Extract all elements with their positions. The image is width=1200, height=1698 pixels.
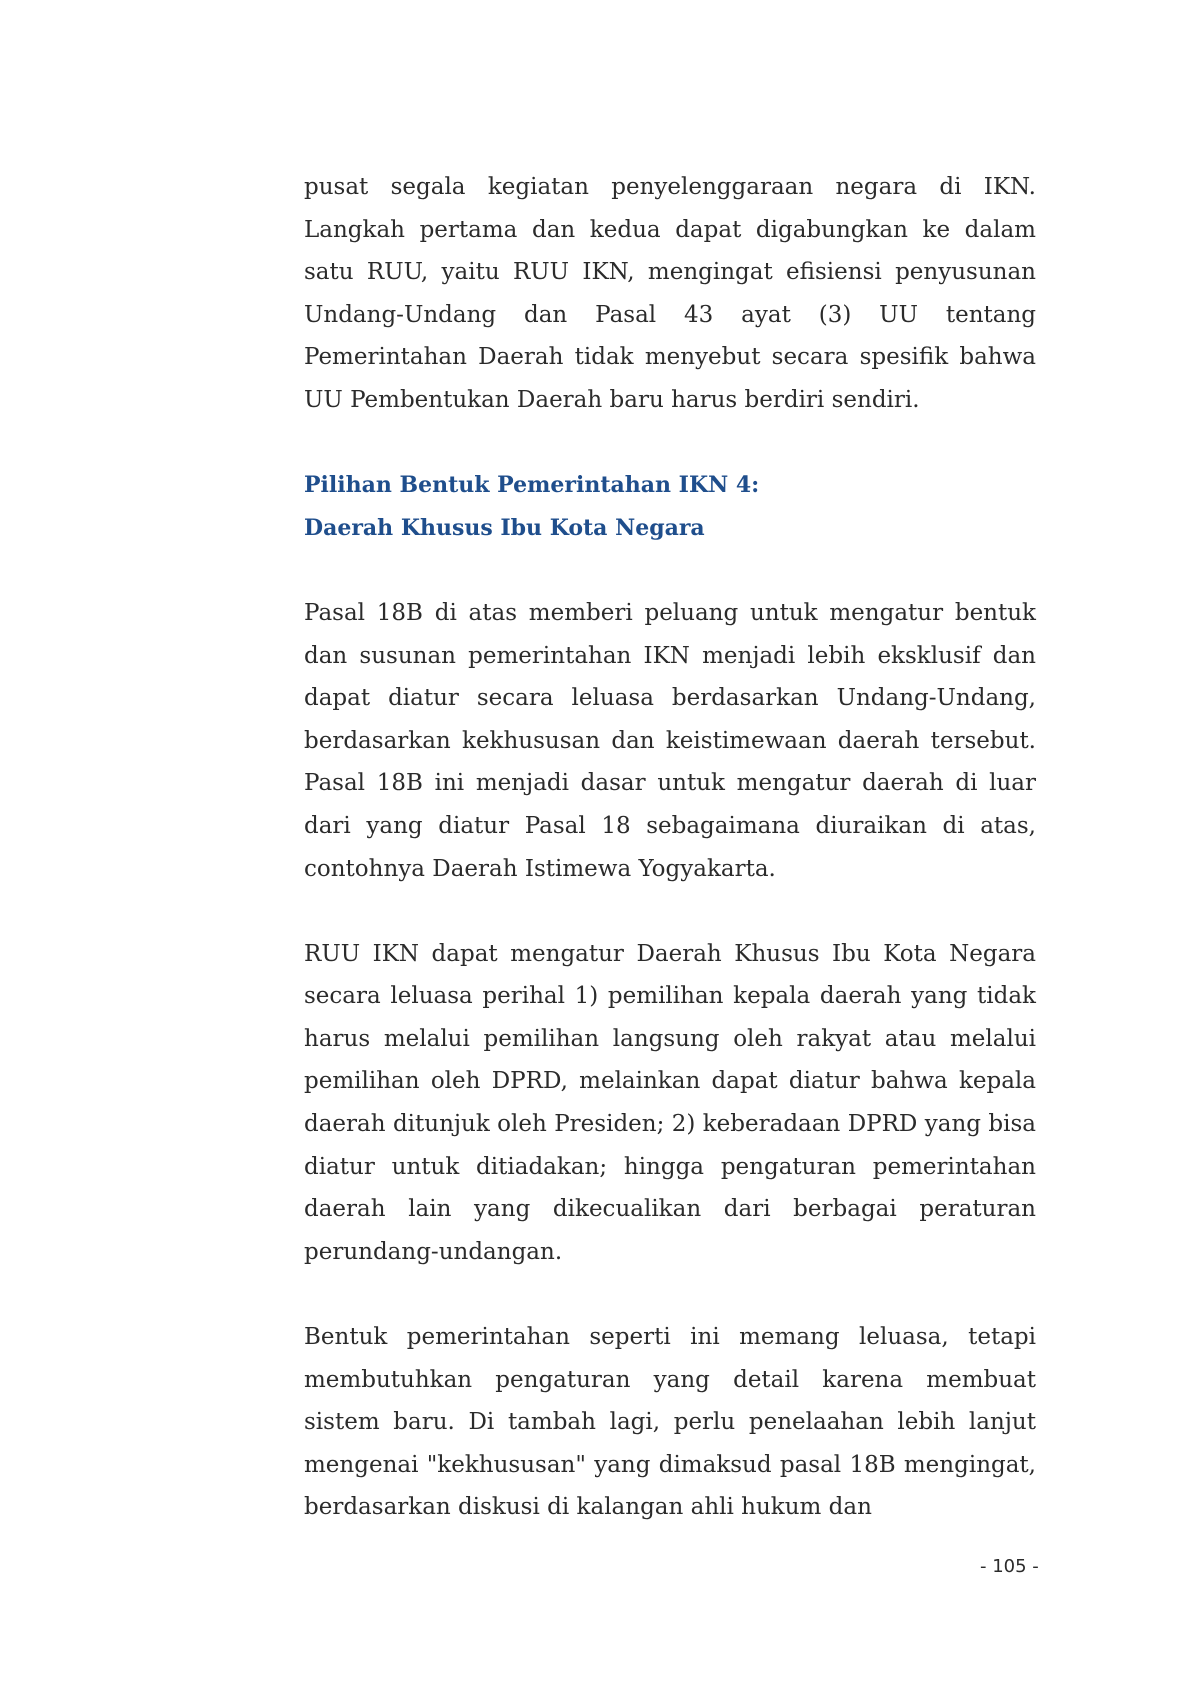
- page-number: - 105 -: [980, 1556, 1039, 1577]
- section-heading-line-1: Pilihan Bentuk Pemerintahan IKN 4:: [304, 472, 760, 499]
- body-paragraph-2: Pasal 18B di atas memberi peluang untuk mengatur bentuk dan susunan pemerintahan IKN menjadi lebih eksklusif dan dapat diatur secara leluasa berdasarkan Undang-Undang, berdasarkan kekhususan dan keistimewaan daerah tersebut. Pasal 18B ini menjadi dasar untuk mengatur daerah di luar dari yang diatur Pasal 18 sebagaimana diuraikan di atas, contohnya Daerah Istimewa Yogyakarta.: [304, 599, 1036, 882]
- page-content: [304, 166, 1036, 1529]
- body-paragraph-3: RUU IKN dapat mengatur Daerah Khusus Ibu Kota Negara secara leluasa perihal 1) pemilihan kepala daerah yang tidak harus melalui pemilihan langsung oleh rakyat atau melalui pemilihan oleh DPRD, melainkan dapat diatur bahwa kepala daerah ditunjuk oleh Presiden; 2) keberadaan DPRD yang bisa diatur untuk ditiadakan; hingga pengaturan pemerintahan daerah lain yang dikecualikan dari berbagai peraturan perundang-undangan.: [304, 940, 1036, 1265]
- section-heading-line-2: Daerah Khusus Ibu Kota Negara: [304, 514, 705, 541]
- body-paragraph-4: Bentuk pemerintahan seperti ini memang leluasa, tetapi membutuhkan pengaturan yang detail karena membuat sistem baru. Di tambah lagi, perlu penelaahan lebih lanjut mengenai "kekhususan" yang dimaksud pasal 18B mengingat, berdasarkan diskusi di kalangan ahli hukum dan: [304, 1324, 1036, 1521]
- body-paragraph-1: pusat segala kegiatan penyelenggaraan negara di IKN. Langkah pertama dan kedua dapat digabungkan ke dalam satu RUU, yaitu RUU IKN, mengingat efisiensi penyusunan Undang-Undang dan Pasal 43 ayat (3) UU tentang Pemerintahan Daerah tidak menyebut secara spesifik bahwa UU Pembentukan Daerah baru harus berdiri sendiri.: [304, 174, 1036, 413]
